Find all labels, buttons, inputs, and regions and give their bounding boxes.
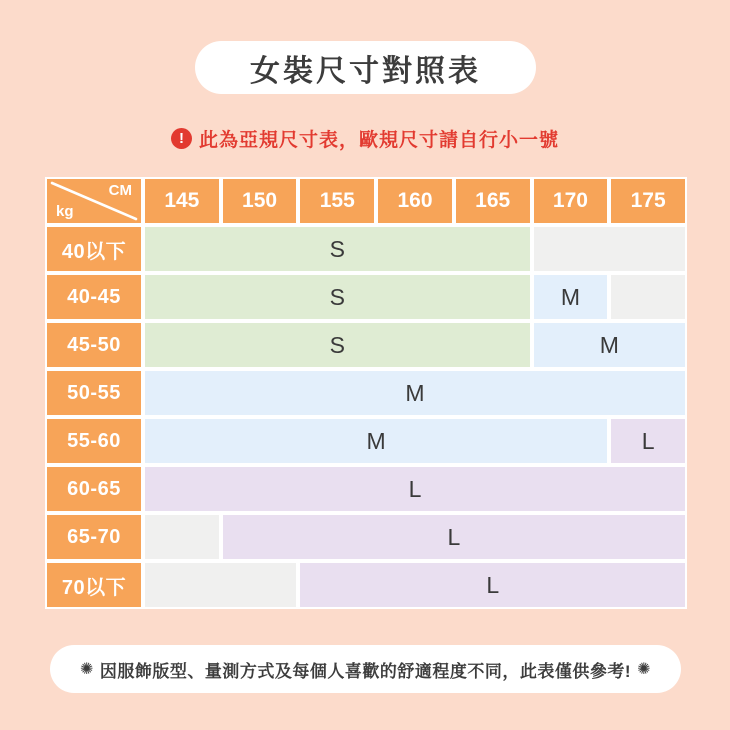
- page-title-pill: [195, 41, 536, 94]
- size-chart-table: [47, 179, 685, 607]
- row-label-kg: 45-50: [47, 323, 141, 367]
- size-cell-S: S: [145, 275, 530, 319]
- column-header-cm: 165: [456, 179, 530, 223]
- row-label-kg: 65-70: [47, 515, 141, 559]
- corner-unit-kg: kg: [56, 203, 74, 220]
- size-cell-L: L: [223, 515, 685, 559]
- corner-unit-cm: CM: [108, 182, 132, 199]
- column-header-cm: 160: [378, 179, 452, 223]
- column-header-cm: 150: [223, 179, 297, 223]
- column-header-cm: 145: [145, 179, 219, 223]
- size-cell-empty: [534, 227, 685, 271]
- row-label-kg: 60-65: [47, 467, 141, 511]
- row-label-kg: 55-60: [47, 419, 141, 463]
- column-header-cm: 155: [300, 179, 374, 223]
- row-label-kg: 70以下: [47, 563, 141, 607]
- row-label-kg: 40-45: [47, 275, 141, 319]
- row-label-kg: 50-55: [47, 371, 141, 415]
- warning-text: 此為亞規尺寸表，歐規尺寸請自行小一號: [198, 129, 559, 151]
- column-header-cm: 170: [534, 179, 608, 223]
- column-header-cm: 175: [611, 179, 685, 223]
- disclaimer-pill: [50, 645, 681, 693]
- disclaimer-text: 因服飾版型、量測方式及每個人喜歡的舒適程度不同，此表僅供參考!: [99, 661, 632, 681]
- warning-note: [0, 124, 730, 152]
- size-cell-L: L: [300, 563, 685, 607]
- size-cell-M: M: [534, 275, 608, 319]
- size-cell-empty: [145, 515, 219, 559]
- starburst-icon: ✺: [80, 661, 94, 678]
- page-title: 女裝尺寸對照表: [250, 54, 481, 88]
- row-label-kg: 40以下: [47, 227, 141, 271]
- size-cell-S: S: [145, 323, 530, 367]
- size-cell-empty: [145, 563, 296, 607]
- starburst-icon: ✺: [637, 661, 651, 678]
- table-corner-cell: [47, 179, 141, 223]
- size-cell-M: M: [145, 371, 685, 415]
- size-cell-L: L: [611, 419, 685, 463]
- size-cell-S: S: [145, 227, 530, 271]
- size-cell-empty: [611, 275, 685, 319]
- size-cell-M: M: [534, 323, 685, 367]
- size-cell-L: L: [145, 467, 685, 511]
- exclamation-circle-icon: !: [171, 128, 192, 149]
- size-cell-M: M: [145, 419, 607, 463]
